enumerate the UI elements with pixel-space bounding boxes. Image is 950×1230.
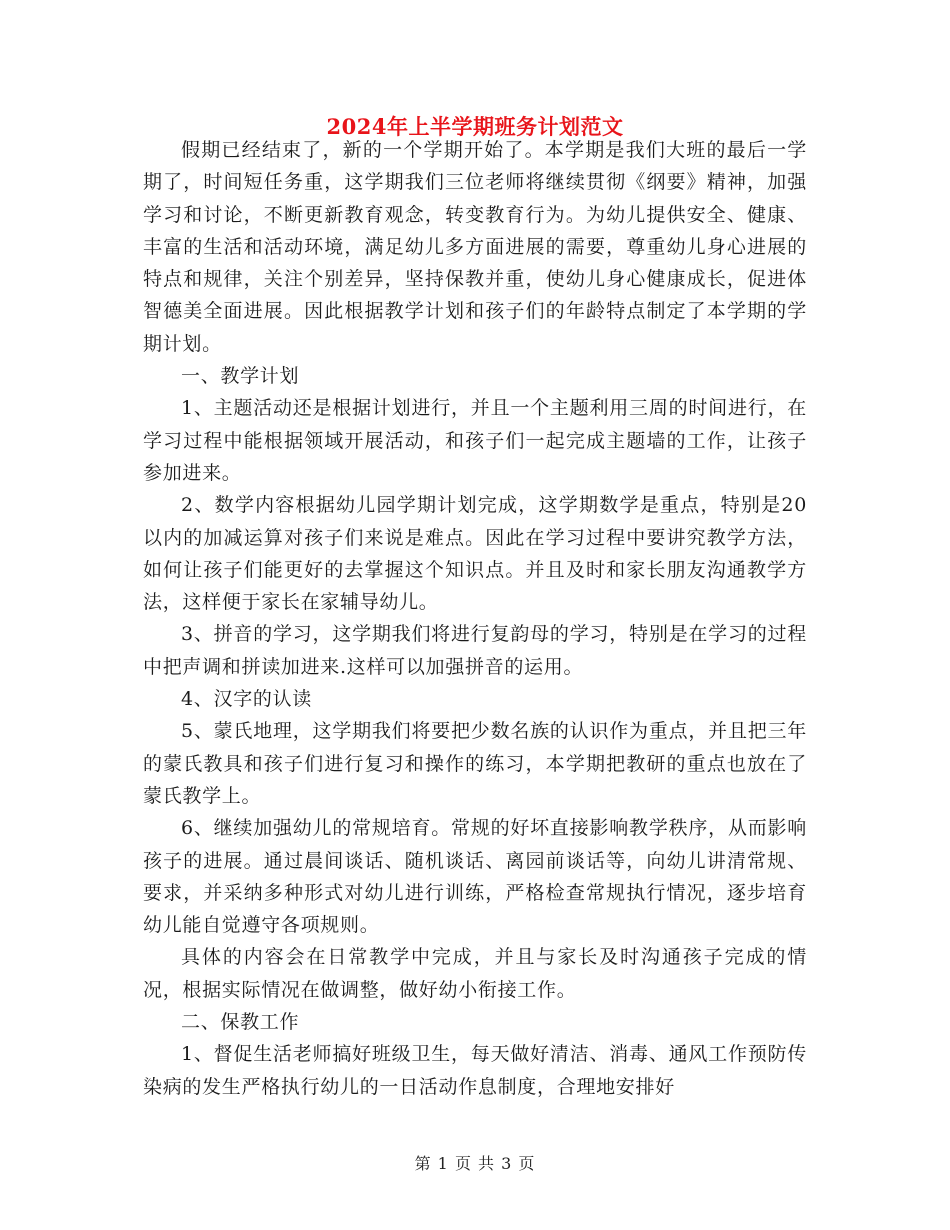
teaching-item-1: 1、主题活动还是根据计划进行，并且一个主题利用三周的时间进行，在学习过程中能根据领域开展活动，和孩子们一起完成主题墙的工作，让孩子参加进来。 xyxy=(143,397,807,484)
section-heading-care-work: 二、保教工作 xyxy=(181,1011,300,1034)
care-item-1: 1、督促生活老师搞好班级卫生，每天做好清洁、消毒、通风工作预防传染病的发生严格执行幼儿的一日活动作息制度，合理地安排好 xyxy=(143,1043,807,1098)
teaching-item-4: 4、汉字的认读 xyxy=(181,688,312,711)
teaching-item-2: 2、数学内容根据幼儿园学期计划完成，这学期数学是重点，特别是20以内的加减运算对孩子们来说是难点。因此在学习过程中要讲究教学方法，如何让孩子们能更好的去掌握这个知识点。并且及时和家长朋友沟通教学方法，这样便于家长在家辅导幼儿。 xyxy=(143,494,807,614)
document-title: 2024年上半学期班务计划范文 xyxy=(326,114,624,139)
teaching-item-3: 3、拼音的学习，这学期我们将进行复韵母的学习，特别是在学习的过程中把声调和拼读加进来.这样可以加强拼音的运用。 xyxy=(143,623,807,678)
teaching-summary-paragraph: 具体的内容会在日常教学中完成，并且与家长及时沟通孩子完成的情况，根据实际情况在做调整，做好幼小衔接工作。 xyxy=(143,946,807,1001)
document-body xyxy=(143,134,807,1103)
page-footer: 第 1 页 共 3 页 xyxy=(414,1154,536,1173)
teaching-item-6: 6、继续加强幼儿的常规培育。常规的好坏直接影响教学秩序，从而影响孩子的进展。通过晨间谈话、随机谈话、离园前谈话等，向幼儿讲清常规、要求，并采纳多种形式对幼儿进行训练，严格检查常规执行情况，逐步培育幼儿能自觉遵守各项规则。 xyxy=(143,817,807,937)
section-heading-teaching-plan: 一、教学计划 xyxy=(181,365,300,388)
teaching-item-5: 5、蒙氏地理，这学期我们将要把少数名族的认识作为重点，并且把三年的蒙氏教具和孩子们进行复习和操作的练习，本学期把教研的重点也放在了蒙氏教学上。 xyxy=(143,720,807,807)
intro-paragraph: 假期已经结束了，新的一个学期开始了。本学期是我们大班的最后一学期了，时间短任务重，这学期我们三位老师将继续贯彻《纲要》精神，加强学习和讨论，不断更新教育观念，转变教育行为。为幼儿提供安全、健康、丰富的生活和活动环境，满足幼儿多方面进展的需要，尊重幼儿身心进展的特点和规律，关注个别差异，坚持保教并重，使幼儿身心健康成长，促进体智德美全面进展。因此根据教学计划和孩子们的年龄特点制定了本学期的学期计划。 xyxy=(143,139,807,355)
